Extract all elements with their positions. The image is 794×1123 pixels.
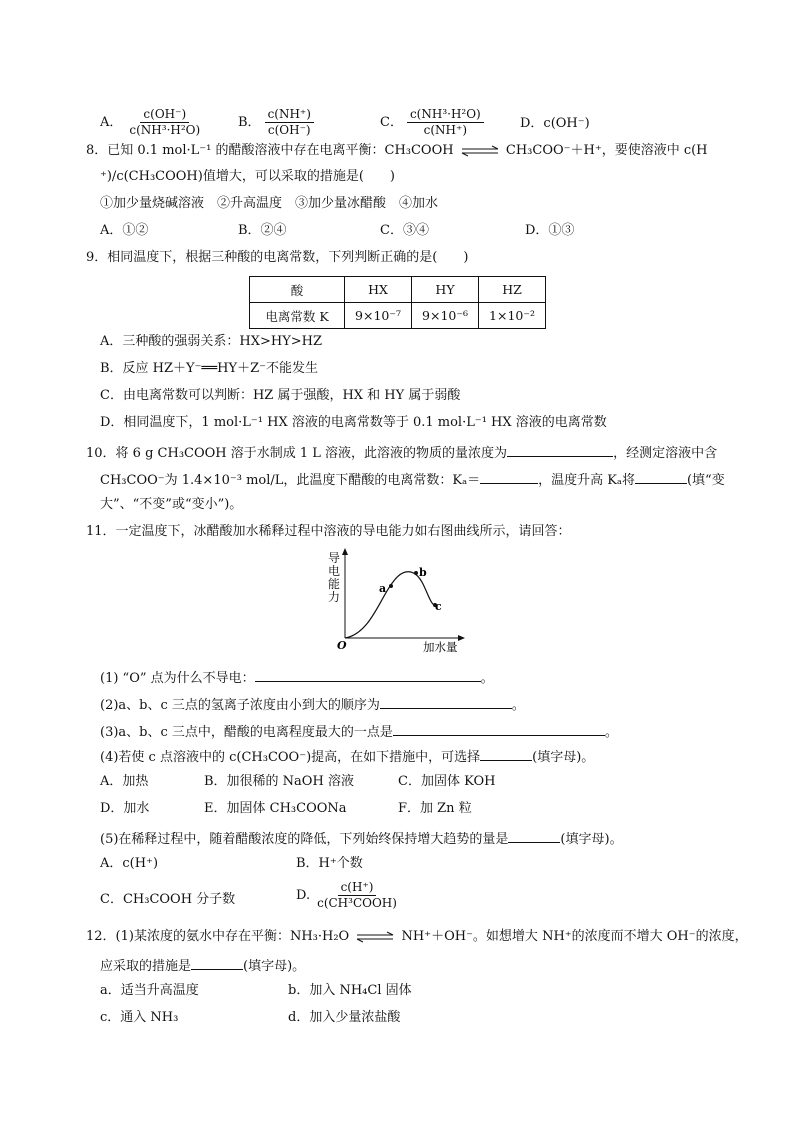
y-axis-arrow-icon — [342, 548, 348, 555]
q11-part1: (1) “O” 点为什么不导电： 。 — [100, 667, 494, 688]
q8-line2: ⁺)/c(CH₃COOH)值增大，可以采取的措施是( ) — [100, 169, 395, 184]
q11-p5-option-d: D. $\frac{c(H^+)}{\text{c(CH³COOH)}}$ — [296, 880, 404, 911]
q9-option-d: D．相同温度下，1 mol·L⁻¹ HX 溶液的电离常数等于 0.1 mol·L⁻¹ HX 溶液的电离常数 — [100, 415, 607, 430]
q9-option-c: C．由电离常数可以判断：HZ 属于强酸，HX 和 HY 属于弱酸 — [100, 388, 461, 403]
q8-line1: 8．已知 0.1 mol·L⁻¹ 的醋酸溶液中存在电离平衡：CH₃COOH CH₃COO⁻＋H⁺，要使溶液中 c(H — [86, 143, 708, 158]
q11-p5-option-c: C．CH₃COOH 分子数 — [100, 892, 236, 907]
conductivity-curve — [345, 572, 437, 638]
option-label: C． — [380, 115, 403, 130]
answer-blank[interactable] — [508, 828, 560, 843]
q9-option-b: B．反应 HZ＋Y⁻══HY＋Z⁻不能发生 — [100, 361, 318, 376]
q11-p5-option-a: A．c(H⁺) — [100, 856, 159, 871]
answer-blank[interactable] — [507, 442, 613, 457]
equilibrium-arrow-icon — [460, 145, 500, 157]
option-label: A． — [100, 115, 123, 130]
fraction: $\frac{c(H^+)}{\text{c(CH³COOH)}}$ — [317, 880, 397, 910]
q12-option-c: c．通入 NH₃ — [100, 1010, 179, 1025]
q9-stem: 9．相同温度下，根据三种酸的电离常数，下列判断正确的是( ) — [86, 250, 469, 265]
table-row: 电离常数 K 9×10⁻⁷ 9×10⁻⁶ 1×10⁻² — [250, 303, 546, 329]
q12-option-b: b．加入 NH₄Cl 固体 — [288, 983, 412, 998]
answer-blank[interactable] — [480, 469, 538, 484]
point-a-marker — [389, 584, 393, 588]
fraction: $\frac{\text{c(NH³·H²O)}}{c(NH^+)}$ — [407, 107, 484, 138]
q9-option-a: A．三种酸的强弱关系：HX>HY>HZ — [100, 334, 323, 349]
q11-p4-option-f: F．加 Zn 粒 — [398, 801, 472, 816]
fraction: $\frac{c(NH^+)}{c(OH^-)}$ — [265, 107, 314, 138]
ionization-constant-table — [249, 276, 546, 329]
q10-line2: CH₃COO⁻为 1.4×10⁻³ mol/L，此温度下醋酸的电离常数：Kₐ＝ ，温度升高 Kₐ将 (填“变 — [100, 469, 725, 490]
point-b-label: b — [419, 566, 427, 579]
q7-option-a — [100, 107, 230, 138]
origin-label: O — [337, 639, 347, 652]
answer-blank[interactable] — [635, 469, 687, 484]
q11-part3: (3)a、b、c 三点中，醋酸的电离程度最大的一点是 。 — [100, 721, 618, 742]
q12-line2: 应采取的措施是 (填字母)。 — [100, 955, 305, 976]
x-axis-arrow-icon — [458, 635, 465, 641]
q8-option-c: C．③④ — [380, 223, 429, 238]
answer-blank[interactable] — [255, 667, 481, 682]
q12-option-a: a．适当升高温度 — [100, 983, 199, 998]
q7-option-b — [238, 107, 358, 138]
q11-stem: 11．一定温度下，冰醋酸加水稀释过程中溶液的导电能力如右图曲线所示，请回答： — [86, 524, 571, 539]
q8-option-d: D．①③ — [525, 223, 575, 238]
q11-p5-option-b: B．H⁺个数 — [296, 856, 363, 871]
answer-blank[interactable] — [480, 746, 532, 761]
y-axis-label: 导电能力 — [328, 551, 341, 604]
x-axis-label: 加水量 — [423, 640, 458, 654]
q10-line3: 大”、“不变”或“变小”)。 — [100, 497, 243, 512]
answer-blank[interactable] — [393, 721, 605, 736]
q7-option-c — [380, 107, 520, 138]
option-label: B． — [238, 115, 261, 130]
fraction: $\frac{c(OH^-)}{\text{c(NH³·H²O)}}$ — [129, 107, 201, 137]
q11-p4-option-c: C．加固体 KOH — [398, 774, 496, 789]
q8-option-b: B．②④ — [238, 223, 287, 238]
q11-part4: (4)若使 c 点溶液中的 c(CH₃COO⁻)提高，在如下措施中，可选择 (填字母)。 — [100, 746, 594, 767]
answer-blank[interactable] — [380, 694, 512, 709]
equilibrium-arrow-icon — [355, 931, 395, 943]
q7-option-d: D．c(OH⁻) — [520, 116, 590, 131]
q11-p4-option-e: E．加固体 CH₃COONa — [204, 801, 347, 816]
point-b-marker — [414, 571, 418, 575]
answer-blank[interactable] — [191, 955, 243, 970]
q10-line1: 10．将 6 g CH₃COOH 溶于水制成 1 L 溶液，此溶液的物质的量浓度为 ，经测定溶液中含 — [86, 442, 717, 463]
q8-line3: ①加少量烧碱溶液 ②升高温度 ③加少量冰醋酸 ④加水 — [100, 196, 439, 211]
q12-line1: 12．(1)某浓度的氨水中存在平衡：NH₃·H₂O NH⁺＋OH⁻。如想增大 NH⁺的浓度而不增大 OH⁻的浓度， — [86, 929, 748, 944]
q11-part5: (5)在稀释过程中，随着醋酸浓度的降低，下列始终保持增大趋势的量是 (填字母)。 — [100, 828, 623, 849]
table-row: 酸 HX HY HZ — [250, 277, 546, 303]
point-a-label: a — [379, 582, 387, 595]
point-c-label: c — [435, 600, 442, 613]
q11-part2: (2)a、b、c 三点的氢离子浓度由小到大的顺序为 。 — [100, 694, 525, 715]
q11-p4-option-d: D．加水 — [100, 801, 150, 816]
q11-p4-option-a: A．加热 — [100, 774, 149, 789]
q11-p4-option-b: B．加很稀的 NaOH 溶液 — [204, 774, 354, 789]
q8-option-a: A．①② — [100, 223, 149, 238]
q12-option-d: d．加入少量浓盐酸 — [288, 1010, 401, 1025]
